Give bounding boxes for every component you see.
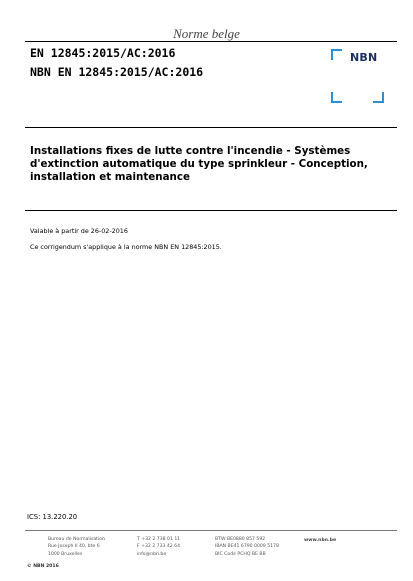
top-rule [25,41,397,42]
footer-line: F +32 2 733 42 64 [137,544,181,550]
corrigendum-note: Ce corrigendum s'applique à la norme NBN EN 12845:2015. [30,243,222,251]
copyright-notice: © NBN 2016 [27,564,59,569]
footer-line: BTW BE0880 857 592 [215,537,266,542]
footer-line: Rue Joseph II 40, bte 6 [48,544,100,550]
footer-line: info@nbn.be [137,551,167,557]
nbn-logo [331,49,384,103]
logo-corner-bottom-right [373,92,384,103]
footer-line: T +32 2 738 01 11 [137,537,181,542]
footer-address [48,536,105,558]
footer-website: www.nbn.be [304,538,337,543]
footer-line: 1000 Bruxelles [48,551,83,557]
section-rule-2 [25,210,397,211]
document-title: Installations fixes de lutte contre l'incendie - Systèmes d'extinction automatique du type sprinkleur - Conception, installation et maintenance [30,145,368,183]
logo-corner-bottom-left [331,92,342,103]
footer-line: BIC Code PCHQ BE BB [215,551,266,557]
logo-corner-top-left [331,49,342,60]
footer-line: Bureau de Normalisation [48,537,105,542]
footer-line: IBAN BE41 6790 0009 5178 [215,544,279,550]
norme-belge-heading: Norme belge [173,26,240,41]
section-rule-1 [25,127,397,128]
ics-code: ICS: 13.220.20 [27,513,78,521]
standard-code-nbn: NBN EN 12845:2015/AC:2016 [30,65,204,79]
footer-rule [25,530,397,531]
footer-banking [215,536,279,558]
standard-code-en: EN 12845:2015/AC:2016 [30,46,176,60]
footer-contact [137,536,180,558]
validity-date: Valable à partir de 26-02-2016 [30,227,128,235]
logo-text: NBN [350,51,378,64]
